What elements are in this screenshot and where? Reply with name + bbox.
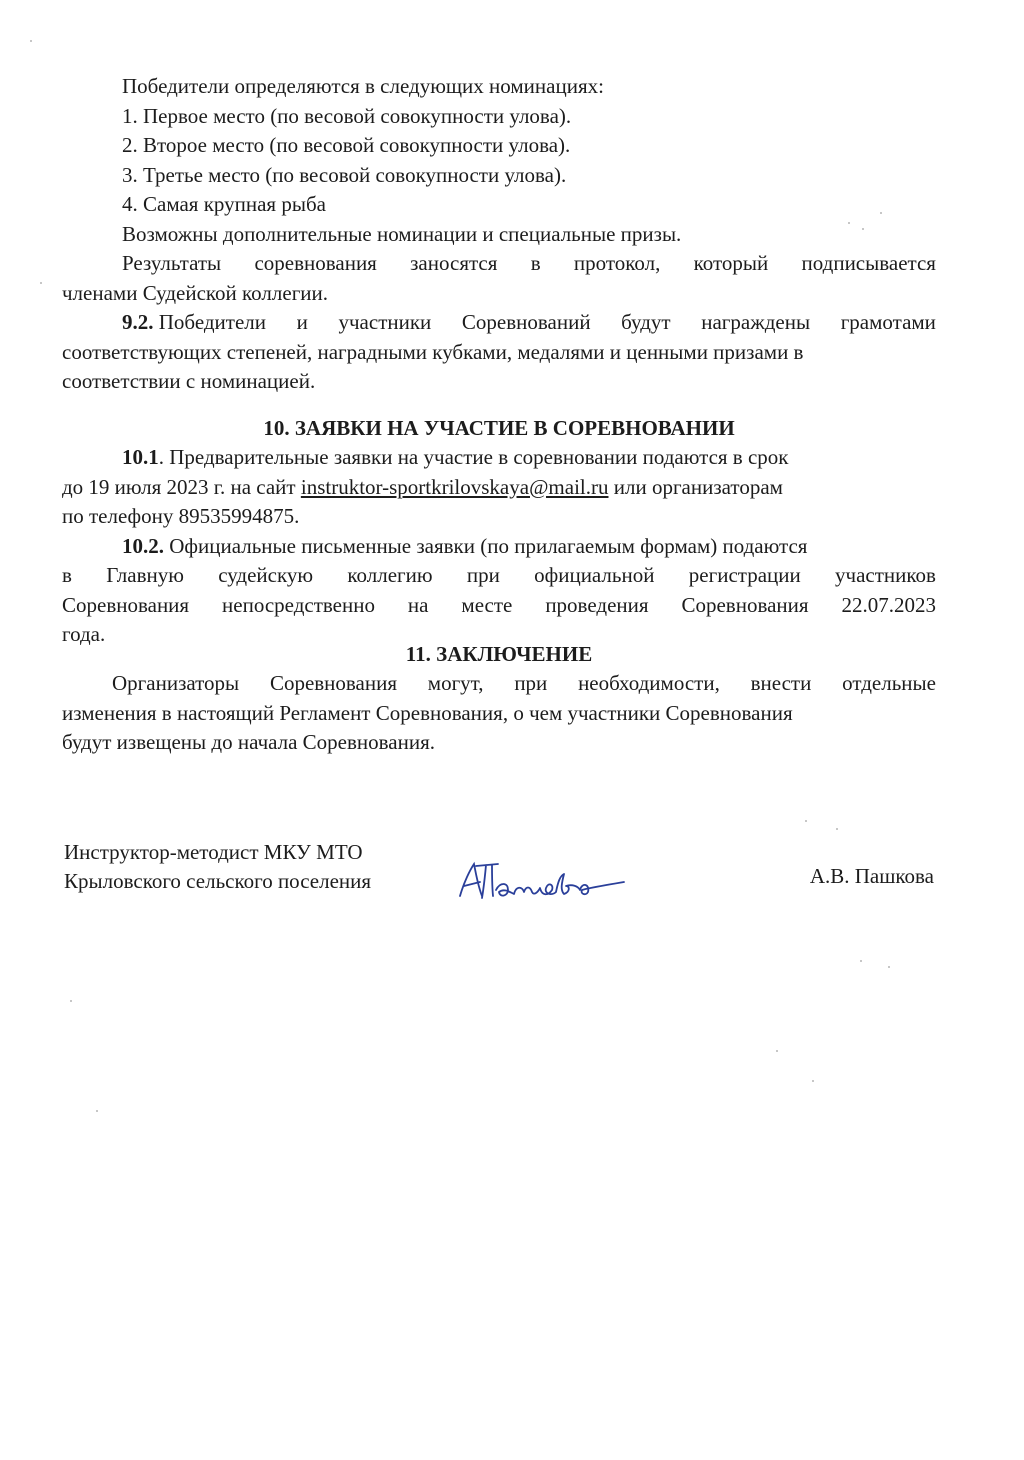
nominations-block [62, 72, 936, 397]
section-10-1-line: до 19 июля 2023 г. на сайт instruktor-sportkrilovskaya@mail.ru или организаторам [62, 474, 783, 499]
signatory-position [64, 838, 371, 896]
scan-speck [860, 960, 862, 962]
section-10-2-line: года. [62, 622, 106, 646]
section-10-2-line: Соревнования непосредственно на месте проведения Соревнования 22.07.2023 [62, 592, 936, 617]
position-line: Крыловского сельского поселения [64, 869, 372, 893]
position-line: Инструктор-методист МКУ МТО [64, 840, 363, 864]
protocol-line-end: членами Судейской коллегии. [62, 280, 329, 305]
section-11-line: будут извещены до начала Соревнования. [62, 730, 436, 754]
section-10-title: 10. ЗАЯВКИ НА УЧАСТИЕ В СОРЕВНОВАНИИ [263, 416, 735, 440]
scan-speck [812, 1080, 814, 1082]
additional-nominations: Возможны дополнительные номинации и специальные призы. [122, 221, 682, 246]
scan-speck [880, 212, 882, 214]
signatory-name: А.В. Пашкова [809, 864, 934, 888]
scan-speck [776, 1050, 778, 1052]
section-10-2-number: 10.2. [122, 533, 164, 558]
section-10-1-line: по телефону 89535994875. [62, 504, 300, 528]
section-9-2-number: 9.2. [122, 310, 154, 334]
scan-speck [888, 966, 890, 968]
nomination-item: 3. Третье место (по весовой совокупности улова). [122, 162, 567, 187]
section-11-line: Организаторы Соревнования могут, при необходимости, внести отдельные [112, 671, 936, 695]
scan-speck [70, 1000, 72, 1002]
scan-speck [805, 820, 807, 822]
nomination-item: 2. Второе место (по весовой совокупности улова). [122, 133, 571, 157]
nomination-item: 1. Первое место (по весовой совокупности улова). [122, 103, 572, 128]
section-9-2-line: соответствии с номинацией. [62, 369, 316, 393]
scan-speck [862, 228, 864, 230]
section-9-2-line: соответствующих степеней, наградными кубками, медалями и ценными призами в [62, 339, 804, 364]
section-10-block [62, 443, 936, 650]
scan-speck [848, 222, 850, 224]
section-10-2-line: 10.2. Официальные письменные заявки (по прилагаемым формам) подаются [122, 533, 808, 558]
email-link[interactable]: instruktor-sportkrilovskaya@mail.ru [300, 474, 609, 499]
scan-speck [40, 282, 42, 284]
nominations-intro: Победители определяются в следующих номинациях: [122, 74, 604, 98]
nomination-item: 4. Самая крупная рыба [122, 192, 326, 216]
section-10-1-line: 10.1. Предварительные заявки на участие в соревновании подаются в срок [122, 445, 789, 469]
section-11-line: изменения в настоящий Регламент Соревнования, о чем участники Соревнования [62, 700, 793, 725]
scan-speck [836, 828, 838, 830]
section-11-block [62, 669, 936, 758]
section-10-2-line: в Главную судейскую коллегию при официальной регистрации участников [62, 563, 936, 587]
section-11-title: 11. ЗАКЛЮЧЕНИЕ [405, 642, 593, 666]
handwritten-signature [452, 852, 632, 912]
scan-speck [96, 1110, 98, 1112]
scan-speck [30, 40, 32, 42]
section-10-1-number: 10.1 [122, 445, 159, 469]
section-9-2-line: 9.2. Победители и участники Соревнований будут награждены грамотами [122, 310, 936, 334]
protocol-line: Результаты соревнования заносятся в протокол, который подписывается [122, 251, 936, 275]
